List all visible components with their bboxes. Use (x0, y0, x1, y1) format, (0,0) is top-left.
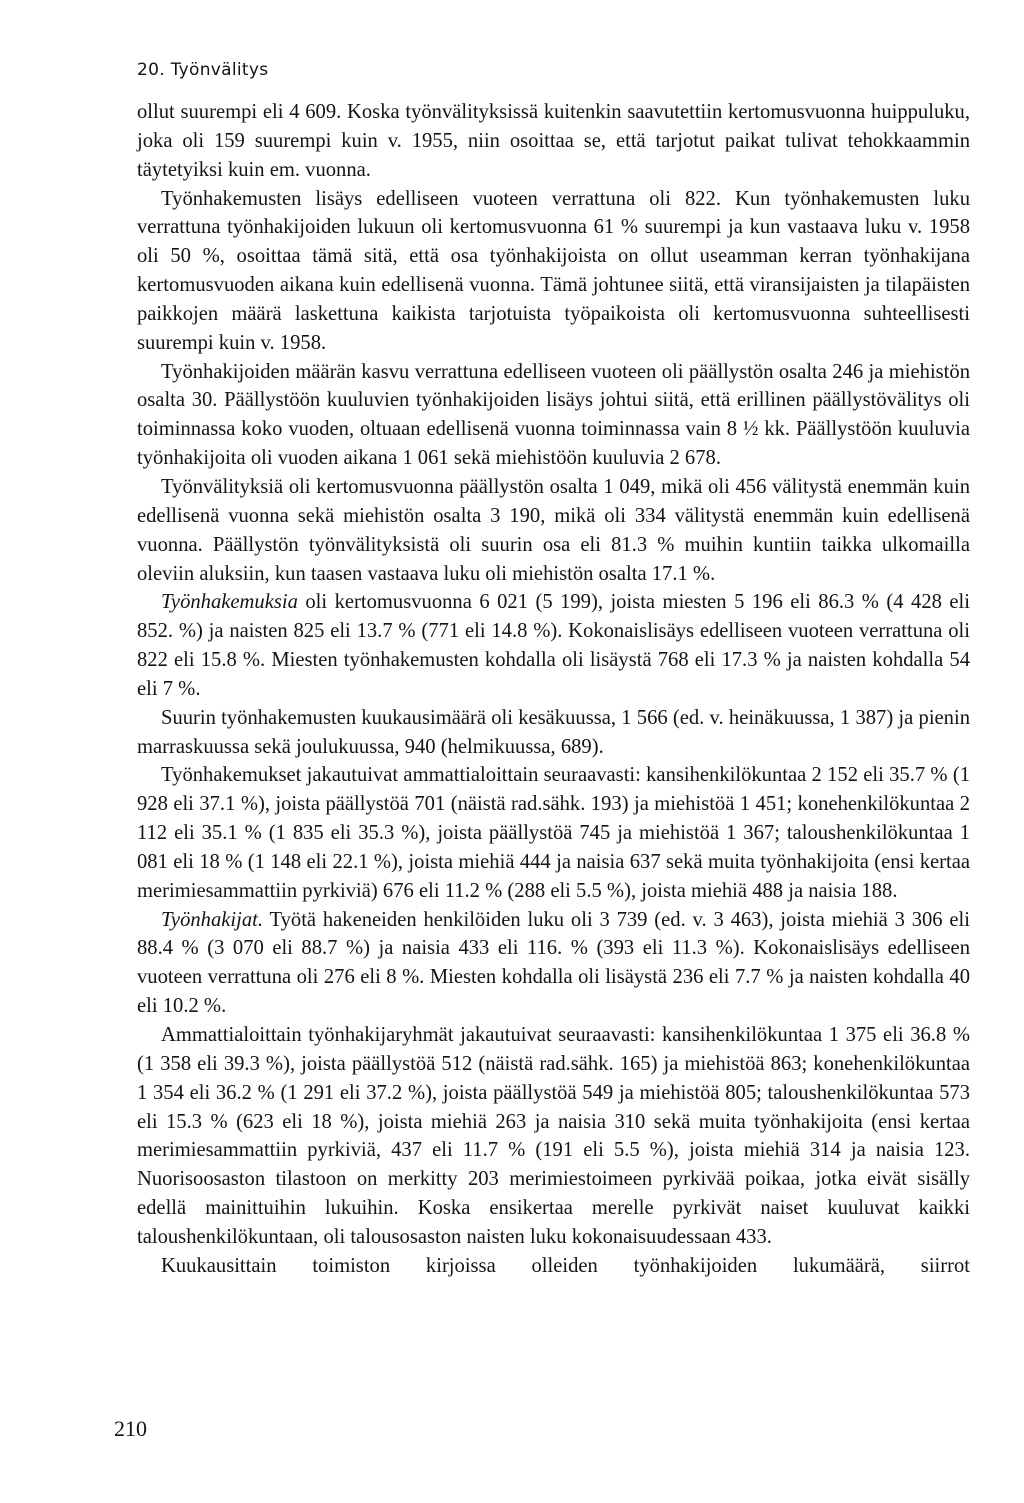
paragraph-9-text: Ammattialoittain työnhakijaryhmät jakautuivat seuraavasti: kansihenkilökuntaa 1 375 eli 36.8 % (1 358 eli 39.3 %), joista päällystöä 512 (näistä rad.sähk. 165) ja miehistöä 863; konehenkilökuntaa 1 354 eli 36.2 % (1 291 eli 37.2 %), joista päällystöä 549 ja miehistöä 805; taloushenkilökuntaa 573 eli 15.3 % (623 eli 18 %), joista miehiä 263 ja naisia 310 sekä muita työnhakijoita (ensi kertaa merimiesammattiin pyrkiviä, 437 eli 11.7 % (191 eli 5.5 %), joista miehiä 314 ja naisia 123. Nuorisoosaston tilastoon on merkitty 203 merimiestoimeen pyrkivää poikaa, jotka eivät sisälly edellä mainittuihin lukuihin. Koska ensikertaa merelle pyrkivät naiset kuuluvat kaikki taloushenkilökuntaan, oli talousosaston naisten luku kokonaisuudessaan 433. (137, 1024, 970, 1248)
paragraph-5-text: oli kertomusvuonna 6 021 (5 199), joista miesten 5 196 eli 86.3 % (4 428 eli 852. %) ja naisten 825 eli 13.7 % (771 eli 14.8 %). Kokonaislisäys edelliseen vuoteen verrattuna oli 822 eli 15.8 %. Miesten työnhakemusten kohdalla oli lisäystä 768 eli 17.3 % ja naisten kohdalla 54 eli 7 %. (137, 591, 970, 700)
page-number: 210 (114, 1416, 147, 1441)
paragraph-8 (137, 906, 970, 1021)
paragraph-6 (137, 704, 970, 762)
paragraph-4-text: Työnvälityksiä oli kertomusvuonna päällystön osalta 1 049, mikä oli 456 välitystä enemmän kuin edellisenä vuonna sekä miehistön osalta 3 190, mikä oli 334 välitystä enemmän kuin edellisenä vuonna. Päällystön työnvälityksistä oli suurin osa eli 81.3 % muihin kuntiin taikka ulkomailla oleviin aluksiin, kun taasen vastaava luku oli miehistön osalta 17.1 %. (137, 475, 970, 585)
paragraph-7 (137, 761, 970, 905)
paragraph-3 (137, 358, 970, 473)
paragraph-8-lead: Työnhakijat. (161, 908, 264, 931)
paragraph-9 (137, 1021, 970, 1252)
paragraph-1 (137, 98, 970, 185)
paragraph-3-text: Työnhakijoiden määrän kasvu verrattuna edelliseen vuoteen oli päällystön osalta 246 ja miehistön osalta 30. Päällystöön kuuluvien työnhakijoiden lisäys johtui siitä, että erillinen päällystövälitys oli toiminnassa koko vuoden, oltuaan edellisenä vuonna toiminnassa vain 8 ½ kk. Päällystöön kuuluvia työnhakijoita oli vuoden aikana 1 061 sekä miehistöön kuuluvia 2 678. (137, 360, 970, 470)
running-header: 20. Työnvälitys (137, 60, 269, 80)
paragraph-5-lead: Työnhakemuksia (161, 591, 298, 614)
paragraph-10-text: Kuukausittain toimiston kirjoissa olleiden työnhakijoiden lukumäärä, siirrot (161, 1254, 970, 1277)
body-text (137, 98, 970, 1281)
paragraph-10 (137, 1252, 970, 1281)
paragraph-1-text: ollut suurempi eli 4 609. Koska työnvälityksissä kuitenkin saavutettiin kertomusvuonna huippuluku, joka oli 159 suurempi kuin v. 1955, niin osoittaa se, että tarjotut paikat tulivat tehokkaammin täytetyiksi kuin em. vuonna. (137, 101, 970, 181)
paragraph-8-text: Työtä hakeneiden henkilöiden luku oli 3 739 (ed. v. 3 463), joista miehiä 3 306 eli 88.4 % (3 070 eli 88.7 %) ja naisia 433 eli 116. % (393 eli 11.3 %). Kokonaislisäys edelliseen vuoteen verrattuna oli 276 eli 8 %. Miesten kohdalla oli lisäystä 236 eli 7.7 % ja naisten kohdalla 40 eli 10.2 %. (137, 908, 970, 1018)
paragraph-5 (137, 588, 970, 703)
paragraph-4 (137, 473, 970, 588)
paragraph-2-text: Työnhakemusten lisäys edelliseen vuoteen verrattuna oli 822. Kun työnhakemusten luku verrattuna työnhakijoiden lukuun oli kertomusvuonna 61 % suurempi ja kun vastaava luku v. 1958 oli 50 %, osoittaa tämä sitä, että osa työnhakijoista on ollut useamman kerran työnhakijana kertomusvuoden aikana kuin edellisenä vuonna. Tämä johtunee siitä, että viransijaisten ja tilapäisten paikkojen määrä laskettuna kaikista tarjotuista työpaikoista oli kertomusvuonna suhteellisesti suurempi kuin v. 1958. (137, 187, 970, 354)
paragraph-7-text: Työnhakemukset jakautuivat ammattialoittain seuraavasti: kansihenkilökuntaa 2 152 eli 35.7 % (1 928 eli 37.1 %), joista päällystöä 701 (näistä rad.sähk. 193) ja miehistöä 1 451; konehenkilökuntaa 2 112 eli 35.1 % (1 835 eli 35.3 %), joista päällystöä 745 ja miehistöä 1 367; taloushenkilökuntaa 1 081 eli 18 % (1 148 eli 22.1 %), joista miehiä 444 ja naisia 637 sekä muita työnhakijoita (ensi kertaa merimiesammattiin pyrkiviä) 676 eli 11.2 % (288 eli 5.5 %), joista miehiä 488 ja naisia 188. (137, 764, 970, 902)
paragraph-6-text: Suurin työnhakemusten kuukausimäärä oli kesäkuussa, 1 566 (ed. v. heinäkuussa, 1 387) ja pienin marraskuussa sekä joulukuussa, 940 (helmikuussa, 689). (137, 706, 970, 758)
paragraph-2 (137, 185, 970, 358)
